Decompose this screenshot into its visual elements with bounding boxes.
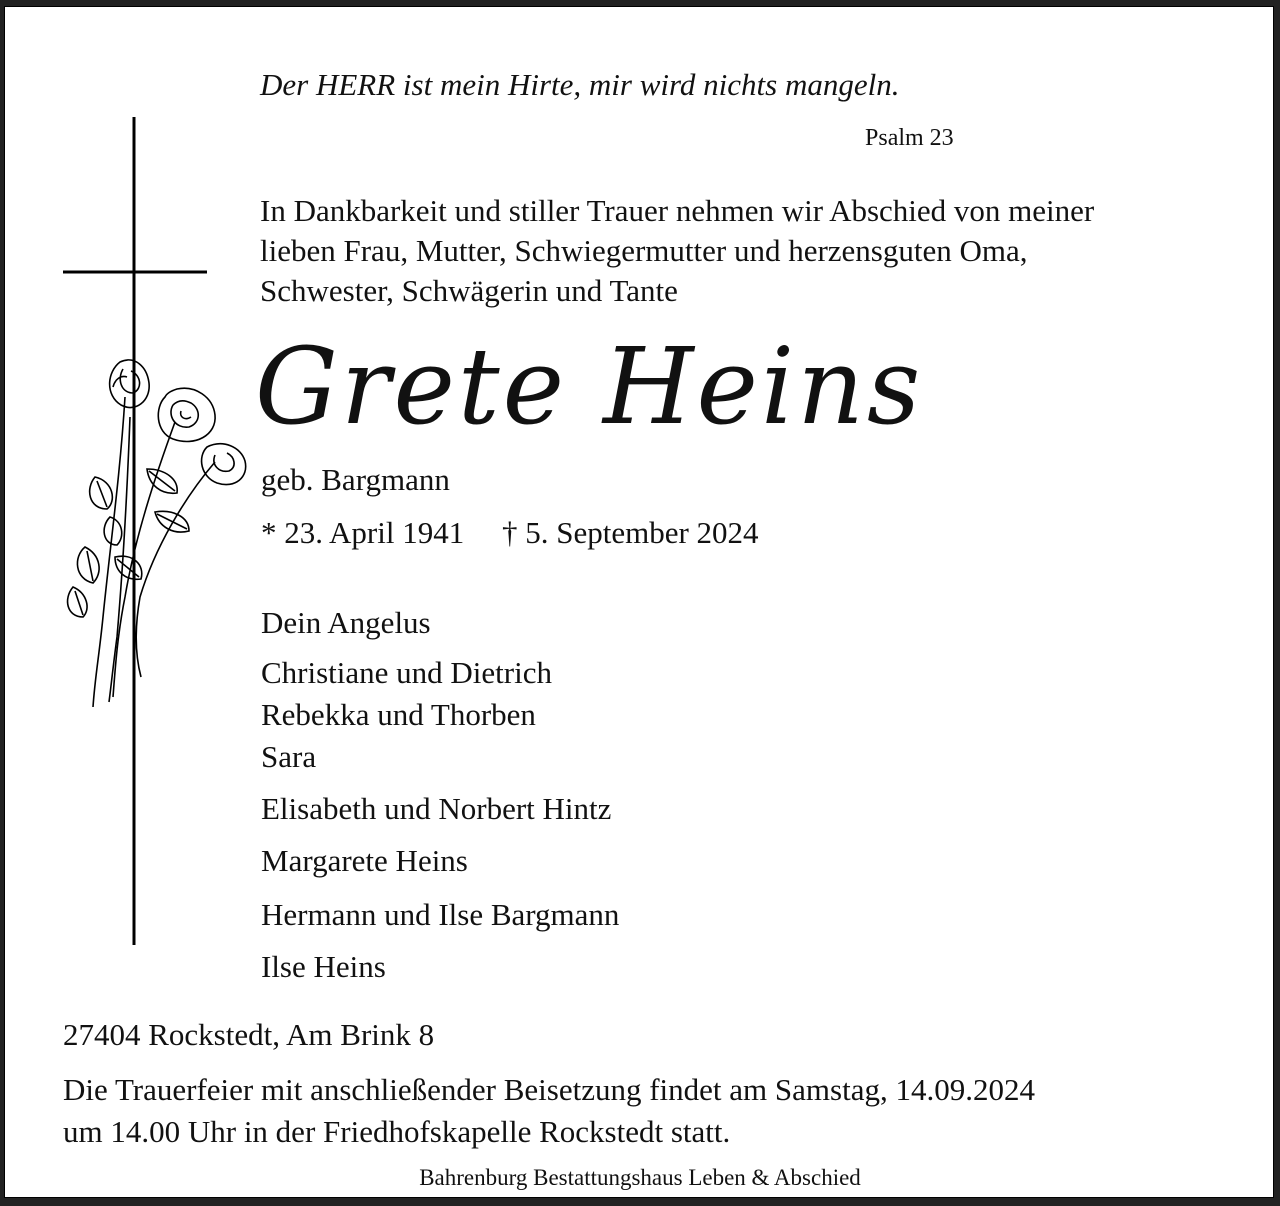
funeral-line: um 14.00 Uhr in der Friedhofskapelle Rockstedt statt. bbox=[63, 1114, 731, 1149]
intro-line: Schwester, Schwägerin und Tante bbox=[260, 273, 678, 308]
intro-line: lieben Frau, Mutter, Schwiegermutter und herzensguten Oma, bbox=[260, 233, 1028, 268]
bible-verse: Der HERR ist mein Hirte, mir wird nichts mangeln. bbox=[260, 67, 900, 102]
intro-text bbox=[260, 191, 1220, 311]
funeral-info bbox=[63, 1069, 1035, 1153]
mourner-line: Sara bbox=[261, 739, 317, 774]
mourner-line: Dein Angelus bbox=[261, 605, 431, 640]
funeral-line: Die Trauerfeier mit anschließender Beisetzung findet am Samstag, 14.09.2024 bbox=[63, 1072, 1035, 1107]
mourner-line: Margarete Heins bbox=[261, 843, 468, 878]
mourner-line: Elisabeth und Norbert Hintz bbox=[261, 791, 612, 826]
obituary-notice bbox=[4, 6, 1274, 1198]
funeral-home: Bahrenburg Bestattungshaus Leben & Abschied bbox=[419, 1165, 861, 1190]
mourner-line: Ilse Heins bbox=[261, 949, 386, 984]
mourner-line: Rebekka und Thorben bbox=[261, 697, 536, 732]
birth-name: geb. Bargmann bbox=[261, 462, 450, 497]
intro-line: In Dankbarkeit und stiller Trauer nehmen wir Abschied von meiner bbox=[260, 193, 1095, 228]
deceased-name: Grete Heins bbox=[255, 325, 924, 448]
death-date: † 5. September 2024 bbox=[501, 515, 759, 550]
life-dates bbox=[261, 515, 759, 551]
birth-date: * 23. April 1941 bbox=[261, 515, 465, 550]
cross-icon bbox=[55, 117, 255, 947]
mourner-line: Christiane und Dietrich bbox=[261, 655, 552, 690]
mourner-line: Hermann und Ilse Bargmann bbox=[261, 897, 620, 932]
roses-icon bbox=[68, 360, 246, 707]
verse-reference: Psalm 23 bbox=[865, 125, 954, 151]
address: 27404 Rockstedt, Am Brink 8 bbox=[63, 1017, 435, 1052]
